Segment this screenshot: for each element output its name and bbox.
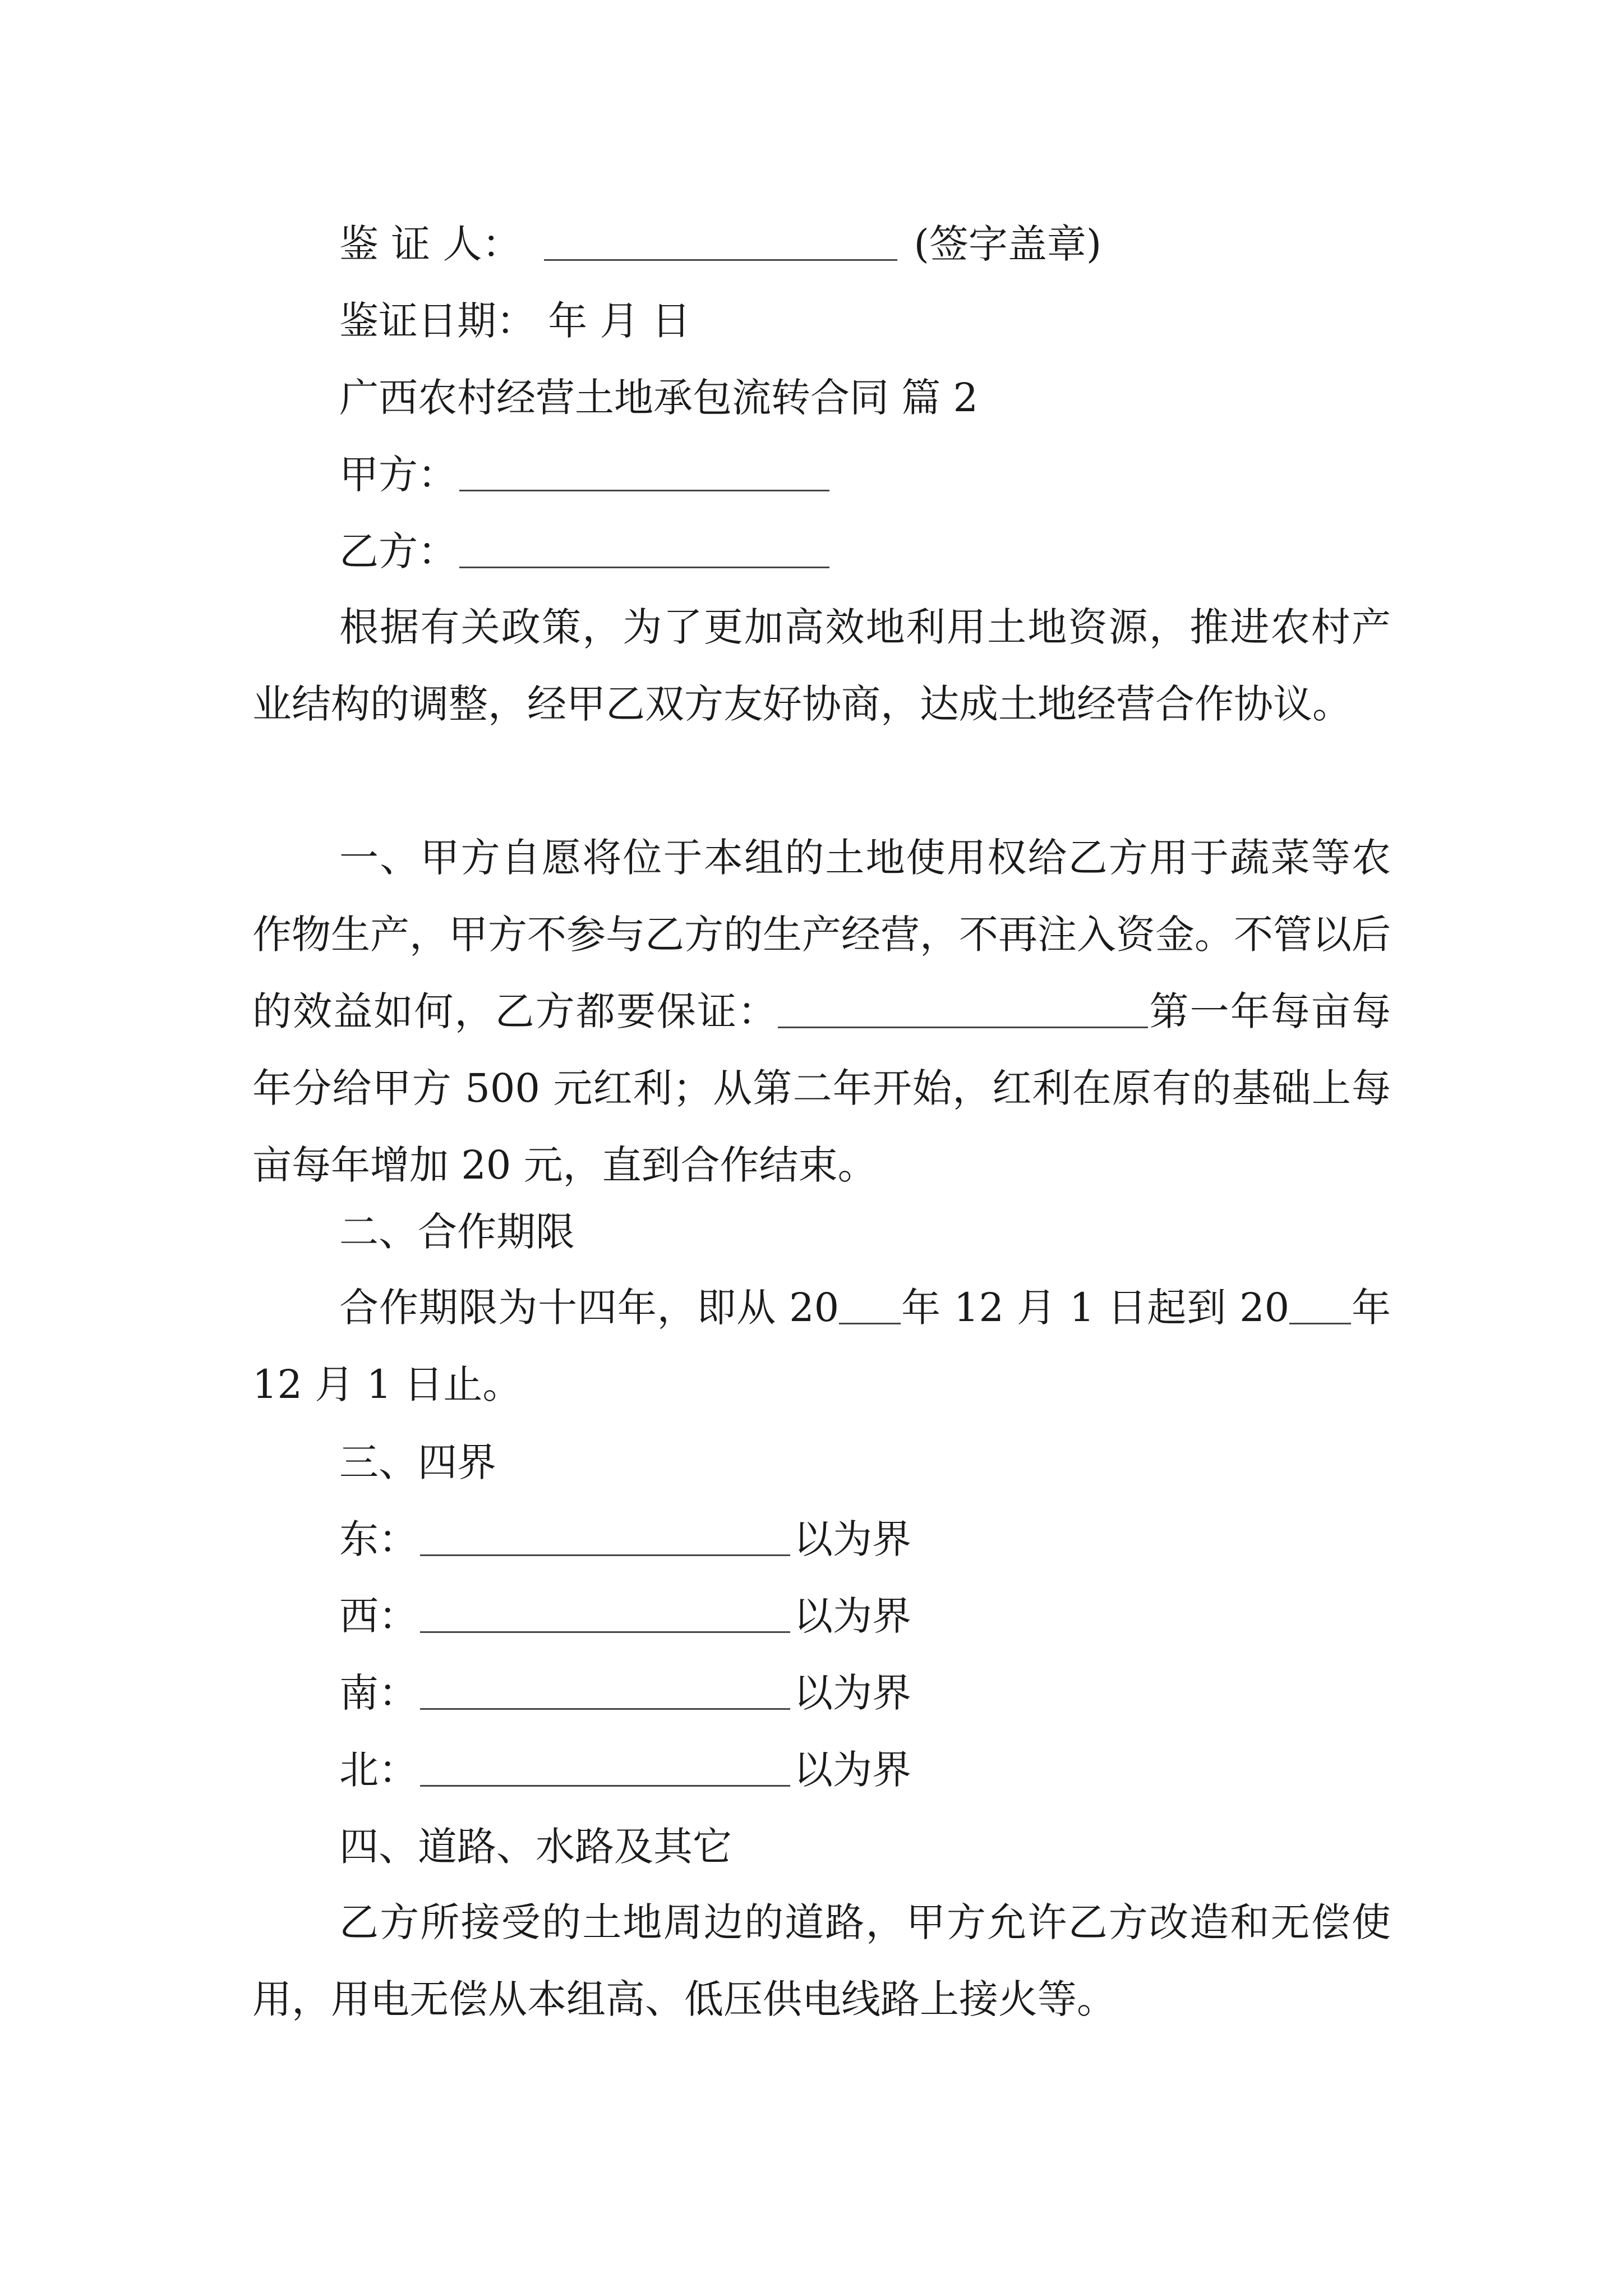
clause-2-end-year-blank <box>1289 1289 1351 1324</box>
witness-suffix: (签字盖章) <box>914 221 1102 267</box>
boundary-south-label: 南： <box>339 1670 418 1716</box>
clause-1-text-1: 一、甲方自愿将位于本组的土地使用权给乙方用于蔬菜等农作物生产，甲方不参与乙方的生产经营，不再注入资金。不管以后的效益如何，乙方都要保证： <box>252 835 1391 1034</box>
boundary-north-blank <box>420 1751 790 1787</box>
clause-2-text-b: 年 12 月 1 日起到 20 <box>901 1285 1290 1331</box>
witness-date-value: 年 月 日 <box>548 298 691 344</box>
contract-heading: 广西农村经营土地承包流转合同 篇 2 <box>339 375 979 421</box>
party-a-blank <box>459 456 829 491</box>
clause-3-title: 三、四界 <box>339 1439 496 1485</box>
party-b-line <box>339 523 829 579</box>
clause-4-paragraph: 乙方所接受的土地周边的道路，甲方允许乙方改造和无偿使用，用电无偿从本组高、低压供电线路上接火等。 <box>252 1899 1391 2022</box>
witness-line <box>339 216 1101 272</box>
boundary-north-suffix: 以为界 <box>794 1747 911 1793</box>
boundary-south <box>339 1665 911 1721</box>
clause-1-text-2: 第一年每亩每年分给甲方 500 元红利；从第二年开始，红利在原有的基础上每亩每年增加 20 元，直到合作结束。 <box>252 988 1391 1188</box>
party-b-label: 乙方： <box>339 528 457 574</box>
boundary-east-blank <box>420 1521 790 1556</box>
witness-label: 鉴 证 人： <box>339 221 522 267</box>
boundary-west-suffix: 以为界 <box>794 1593 911 1639</box>
boundary-east-suffix: 以为界 <box>794 1516 911 1562</box>
witness-date-line <box>339 293 691 349</box>
boundary-north-label: 北： <box>339 1747 418 1793</box>
clause-2-text-c: 年 12 月 1 日止。 <box>252 1285 1391 1407</box>
boundary-north <box>339 1742 911 1798</box>
party-b-blank <box>459 533 829 568</box>
boundary-west-label: 西： <box>339 1593 418 1639</box>
witness-date-label: 鉴证日期： <box>339 298 536 344</box>
clause-4-title: 四、道路、水路及其它 <box>339 1824 732 1870</box>
party-a-line <box>339 447 829 503</box>
clause-1-blank <box>778 993 1148 1028</box>
party-a-label: 甲方： <box>339 452 457 498</box>
clause-2-paragraph <box>252 1269 1391 1423</box>
intro-paragraph: 根据有关政策，为了更加高效地利用土地资源，推进农村产业结构的调整，经甲乙双方友好协商，达成土地经营合作协议。 <box>252 604 1391 727</box>
clause-2-title: 二、合作期限 <box>339 1209 575 1255</box>
clause-1-paragraph <box>252 820 1391 1204</box>
boundary-south-blank <box>420 1674 790 1710</box>
clause-2-text-a: 合作期限为十四年，即从 20 <box>339 1285 840 1331</box>
clause-2-start-year-blank <box>839 1289 901 1324</box>
boundary-west-blank <box>420 1598 790 1633</box>
boundary-east-label: 东： <box>339 1516 418 1562</box>
boundary-south-suffix: 以为界 <box>794 1670 911 1716</box>
boundary-east <box>339 1511 911 1567</box>
witness-signature-blank <box>544 226 897 261</box>
boundary-west <box>339 1588 911 1644</box>
